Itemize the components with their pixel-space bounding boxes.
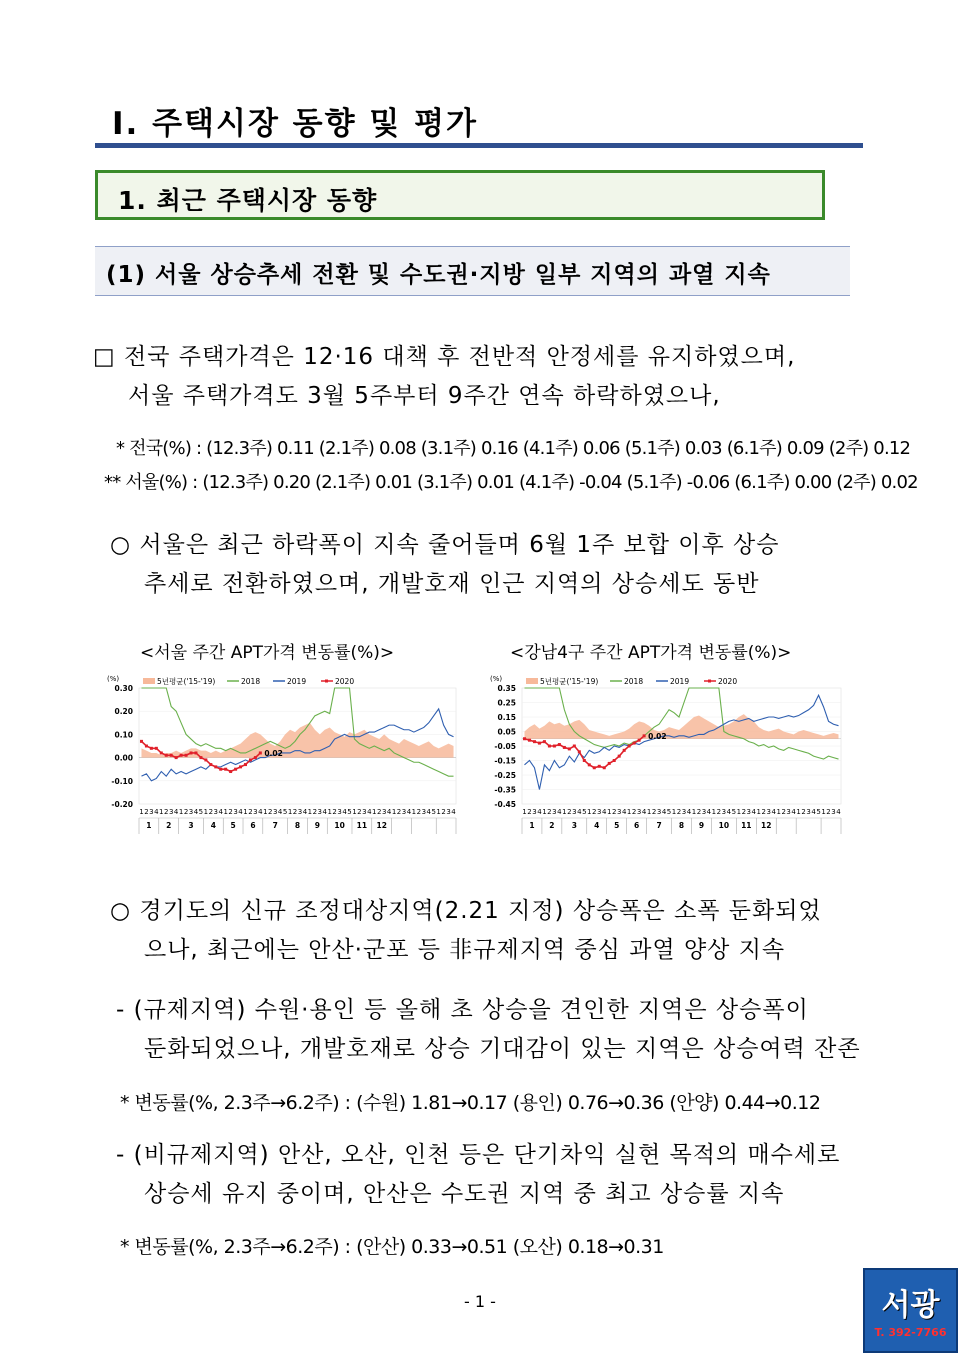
legend-label: 2020: [335, 677, 355, 686]
series-2020-point: [209, 763, 212, 766]
series-2020-point: [155, 747, 158, 750]
series-2020-point: [194, 751, 197, 754]
annotation-label: 0.02: [264, 748, 283, 758]
x-month-label: 12: [761, 821, 772, 830]
x-week-label: 5: [347, 808, 352, 816]
x-week-label: 4: [706, 808, 712, 816]
x-week-label: 3: [362, 808, 367, 816]
x-month-label: 11: [356, 821, 368, 830]
x-week-label: 4: [154, 808, 159, 816]
annotation-label: 0.02: [648, 731, 667, 741]
series-2020-point: [214, 765, 217, 768]
x-month-label: 4: [210, 821, 216, 830]
x-week-label: 3: [831, 808, 836, 816]
x-week-label: 4: [791, 808, 796, 816]
legend-swatch-marker: [325, 680, 328, 683]
x-month-label: 7: [656, 821, 662, 830]
note-unregulated: * 변동률(%, 2.3주→6.2주) : (안산) 0.33→0.51 (오산) 0.18→0.31: [120, 1236, 664, 1258]
y-tick-label: -0.45: [494, 800, 516, 809]
bullet2-line1: ○ 서울은 최근 하락폭이 지속 줄어들며 6월 1주 보합 이후 상승: [110, 532, 780, 558]
y-tick-label: -0.05: [494, 742, 516, 751]
legend-swatch: [526, 678, 538, 684]
x-month-label: 5: [614, 821, 620, 830]
x-month-label: 12: [376, 821, 387, 830]
x-week-label: 1: [139, 808, 144, 816]
series-2020-point: [249, 758, 252, 761]
x-week-label: 2: [268, 808, 273, 816]
y-tick-label: 0.20: [114, 707, 133, 717]
x-week-label: 4: [751, 808, 757, 816]
x-week-label: 4: [641, 808, 647, 816]
seoul-apt-chart: [105, 672, 460, 840]
dash2-line2: 상승세 유지 중이며, 안산은 수도권 지역 중 최고 상승률 지속: [144, 1181, 785, 1207]
y-tick-label: 0.25: [497, 698, 516, 708]
series-2020-point: [533, 740, 536, 743]
x-week-label: 1: [626, 808, 632, 816]
note-national: * 전국(%) : (12.3주) 0.11 (2.1주) 0.08 (3.1주) 0.16 (4.1주) 0.06 (5.1주) 0.03 (6.1주) 0.09 (2주) 0.12: [116, 438, 911, 459]
bullet1-line1: □ 전국 주택가격은 12·16 대책 후 전반적 안정세를 유지하였으며,: [93, 344, 796, 370]
dash1-line1: - (규제지역) 수원·용인 등 올해 초 상승을 견인한 지역은 상승폭이: [116, 997, 809, 1023]
x-week-label: 4: [621, 808, 627, 816]
series-2020-point: [553, 745, 556, 748]
x-week-label: 4: [258, 808, 263, 816]
legend-label: 2020: [718, 677, 738, 686]
chart-title-seoul: <서울 주간 APT가격 변동률(%)>: [140, 643, 395, 663]
series-2020-point: [548, 745, 551, 748]
x-week-label: 2: [547, 808, 552, 816]
x-week-label: 1: [243, 808, 248, 816]
x-week-label: 1: [756, 808, 761, 816]
series-2020-point: [523, 737, 526, 740]
x-week-label: 1: [542, 808, 547, 816]
x-week-label: 3: [317, 808, 323, 816]
y-tick-label: 0.05: [497, 727, 516, 737]
x-week-label: 2: [826, 808, 831, 816]
x-week-label: 4: [302, 808, 308, 816]
x-week-label: 1: [606, 808, 612, 816]
series-2020-point: [185, 754, 188, 757]
legend-label: 2018: [624, 677, 644, 686]
x-week-label: 3: [272, 808, 278, 816]
x-week-label: 2: [716, 808, 722, 816]
x-month-label: 2: [549, 821, 555, 830]
series-2020-point: [543, 740, 546, 743]
series-2020-point: [568, 747, 571, 750]
series-2020-point: [593, 766, 596, 769]
y-tick-label: -0.20: [111, 800, 133, 809]
x-month-label: 5: [230, 821, 236, 830]
x-week-label: 4: [193, 808, 199, 816]
y-tick-label: 0.35: [497, 684, 516, 693]
x-week-label: 2: [611, 808, 617, 816]
x-week-label: 5: [816, 808, 821, 816]
series-2020-point: [150, 747, 153, 750]
x-week-label: 2: [144, 808, 149, 816]
x-month-label: 7: [272, 821, 278, 830]
x-week-label: 4: [406, 808, 412, 816]
bullet1-line2: 서울 주택가격도 3월 5주부터 9주간 연속 하락하였으나,: [128, 383, 721, 409]
x-week-label: 3: [681, 808, 687, 816]
series-2020-point: [160, 751, 163, 754]
series-2020-point: [633, 742, 636, 745]
x-week-label: 1: [796, 808, 801, 816]
x-month-label: 3: [188, 821, 194, 830]
x-week-label: 4: [426, 808, 431, 816]
x-week-label: 3: [572, 808, 577, 816]
x-week-label: 4: [537, 808, 542, 816]
x-week-label: 1: [307, 808, 313, 816]
x-week-label: 3: [701, 808, 707, 816]
x-month-label: 2: [166, 821, 172, 830]
x-month-label: 4: [594, 821, 600, 830]
x-week-label: 4: [686, 808, 692, 816]
x-week-label: 3: [636, 808, 642, 816]
x-week-label: 3: [766, 808, 771, 816]
x-week-label: 3: [552, 808, 557, 816]
x-week-label: 2: [332, 808, 337, 816]
x-week-label: 4: [661, 808, 667, 816]
series-2020-point: [239, 765, 242, 768]
series-2020-point: [598, 765, 601, 768]
x-week-label: 1: [562, 808, 567, 816]
y-tick-label: 0.30: [114, 684, 133, 693]
bullet3-line2: 으나, 최근에는 안산·군포 등 非규제지역 중심 과열 양상 지속: [144, 937, 786, 963]
x-week-label: 4: [238, 808, 243, 816]
x-week-label: 3: [337, 808, 342, 816]
x-week-label: 5: [666, 808, 672, 816]
x-week-label: 1: [691, 808, 697, 816]
x-week-label: 3: [149, 808, 154, 816]
x-week-label: 3: [446, 808, 451, 816]
legend-label: 5년평균('15-'19): [157, 677, 216, 686]
x-week-label: 2: [357, 808, 362, 816]
x-week-label: 2: [676, 808, 682, 816]
series-2020-point: [224, 768, 227, 771]
x-week-label: 4: [836, 808, 841, 816]
x-week-label: 3: [188, 808, 194, 816]
x-week-label: 3: [401, 808, 407, 816]
logo-name: 서광: [881, 1288, 940, 1323]
x-week-label: 2: [651, 808, 657, 816]
x-week-label: 1: [776, 808, 781, 816]
y-unit-label: (%): [107, 675, 120, 683]
x-week-label: 3: [213, 808, 219, 816]
series-2020-point: [145, 745, 148, 748]
series-2020-point: [608, 762, 611, 765]
x-week-label: 1: [646, 808, 652, 816]
bullet3-line1: ○ 경기도의 신규 조정대상지역(2.21 지정) 상승폭은 소폭 둔화되었: [110, 898, 822, 924]
x-month-label: 6: [634, 821, 640, 830]
series-2020-point: [180, 754, 183, 757]
x-week-label: 1: [372, 808, 377, 816]
x-week-label: 4: [367, 808, 372, 816]
x-week-label: 2: [527, 808, 532, 816]
y-tick-label: 0.15: [497, 713, 516, 722]
x-week-label: 2: [183, 808, 189, 816]
legend-label: 5년평균('15-'19): [540, 677, 599, 686]
x-week-label: 4: [342, 808, 347, 816]
series-2020-point: [573, 745, 576, 748]
series-2020-point: [165, 754, 168, 757]
x-week-label: 4: [602, 808, 607, 816]
series-2020-point: [563, 746, 566, 749]
series-2020-point: [259, 751, 262, 754]
series-2020-point: [234, 768, 237, 771]
series-2020-point: [628, 745, 631, 748]
x-week-label: 4: [386, 808, 392, 816]
x-week-label: 2: [416, 808, 422, 816]
x-week-label: 1: [287, 808, 293, 816]
series-2020-point: [175, 756, 178, 759]
x-week-label: 3: [297, 808, 303, 816]
dash2-line1: - (비규제지역) 안산, 오산, 인천 등은 단기차익 실현 목적의 매수세로: [116, 1142, 841, 1168]
x-week-label: 2: [696, 808, 702, 816]
y-unit-label: (%): [490, 675, 503, 683]
x-month-label: 9: [698, 821, 705, 830]
x-week-label: 3: [168, 808, 174, 816]
series-2020-point: [588, 763, 591, 766]
series-2020-point: [528, 739, 531, 742]
section-heading: 1. 최근 주택시장 동향: [118, 186, 378, 215]
series-2020-point: [643, 734, 646, 737]
legend-label: 2019: [287, 677, 307, 686]
x-month-label: 8: [678, 821, 685, 830]
x-week-label: 1: [352, 808, 357, 816]
x-week-label: 1: [671, 808, 677, 816]
x-week-label: 3: [746, 808, 752, 816]
x-week-label: 3: [616, 808, 622, 816]
x-week-label: 1: [159, 808, 164, 816]
page-number: - 1 -: [464, 1292, 496, 1311]
dash1-line2: 둔화되었으나, 개발호재로 상승 기대감이 있는 지역은 상승여력 잔존: [144, 1036, 861, 1062]
series-2020-point: [603, 766, 606, 769]
x-week-label: 3: [786, 808, 791, 816]
x-week-label: 2: [396, 808, 402, 816]
x-week-label: 3: [421, 808, 427, 816]
subsection-heading: (1) 서울 상승추세 전환 및 수도권·지방 일부 지역의 과열 지속: [106, 262, 771, 288]
legend-swatch-marker: [708, 680, 711, 683]
x-month-label: 1: [529, 821, 535, 830]
series-2020-point: [613, 759, 616, 762]
series-2020-point: [618, 755, 621, 758]
series-2020-point: [170, 754, 173, 757]
x-week-label: 2: [164, 808, 169, 816]
series-2020-point: [254, 756, 257, 759]
x-week-label: 3: [721, 808, 727, 816]
x-month-label: 6: [250, 821, 256, 830]
x-week-label: 1: [223, 808, 228, 816]
series-2020-point: [583, 759, 586, 762]
series-2020-point: [244, 763, 247, 766]
y-tick-label: -0.25: [494, 771, 516, 780]
x-week-label: 2: [567, 808, 572, 816]
y-tick-label: -0.10: [111, 776, 133, 786]
x-week-label: 1: [327, 808, 332, 816]
x-month-label: 3: [571, 821, 577, 830]
x-week-label: 4: [173, 808, 179, 816]
x-week-label: 4: [277, 808, 283, 816]
series-2020-point: [578, 750, 581, 753]
x-week-label: 5: [431, 808, 436, 816]
x-week-label: 2: [592, 808, 597, 816]
x-week-label: 1: [522, 808, 527, 816]
series-2020-point: [229, 770, 232, 773]
x-week-label: 2: [228, 808, 233, 816]
y-tick-label: 0.00: [114, 753, 133, 763]
x-week-label: 5: [198, 808, 204, 816]
x-week-label: 1: [391, 808, 397, 816]
x-week-label: 1: [821, 808, 826, 816]
legend-label: 2019: [670, 677, 690, 686]
y-tick-label: -0.15: [494, 756, 516, 766]
x-week-label: 2: [741, 808, 747, 816]
x-week-label: 2: [441, 808, 446, 816]
x-week-label: 3: [532, 808, 537, 816]
x-week-label: 4: [577, 808, 582, 816]
logo-tel: T. 392-7766: [874, 1326, 947, 1339]
x-month-label: 11: [741, 821, 752, 830]
x-month-label: 10: [334, 821, 345, 830]
x-week-label: 4: [811, 808, 816, 816]
series-2020-point: [623, 749, 626, 752]
x-week-label: 4: [726, 808, 732, 816]
page-title: Ⅰ. 주택시장 동향 및 평가: [112, 106, 478, 142]
x-week-label: 1: [263, 808, 268, 816]
x-week-label: 5: [582, 808, 587, 816]
x-week-label: 5: [731, 808, 737, 816]
x-week-label: 2: [761, 808, 766, 816]
series-2020-point: [538, 742, 541, 745]
series-2020-point: [638, 739, 641, 742]
x-week-label: 3: [656, 808, 662, 816]
x-week-label: 2: [292, 808, 298, 816]
x-week-label: 2: [631, 808, 637, 816]
gangnam-apt-chart: [488, 672, 845, 840]
x-week-label: 2: [376, 808, 382, 816]
x-week-label: 2: [312, 808, 318, 816]
legend-label: 2018: [241, 677, 261, 686]
x-week-label: 2: [781, 808, 786, 816]
legend-swatch: [143, 678, 155, 684]
y-tick-label: -0.35: [494, 785, 516, 795]
x-week-label: 3: [253, 808, 258, 816]
x-week-label: 3: [806, 808, 811, 816]
company-logo: [863, 1268, 958, 1353]
x-week-label: 5: [282, 808, 288, 816]
x-week-label: 1: [587, 808, 592, 816]
chart-title-gangnam: <강남4구 주간 APT가격 변동률(%)>: [510, 643, 792, 663]
y-tick-label: 0.10: [114, 730, 133, 740]
x-week-label: 1: [203, 808, 209, 816]
title-underline: [95, 143, 863, 148]
series-2020-point: [140, 740, 143, 743]
note-regulated: * 변동률(%, 2.3주→6.2주) : (수원) 1.81→0.17 (용인) 0.76→0.36 (안양) 0.44→0.12: [120, 1092, 821, 1114]
series-2020-point: [219, 768, 222, 771]
x-week-label: 2: [248, 808, 253, 816]
x-week-label: 1: [411, 808, 417, 816]
x-week-label: 4: [451, 808, 456, 816]
note-seoul: ** 서울(%) : (12.3주) 0.20 (2.1주) 0.01 (3.1주) 0.01 (4.1주) -0.04 (5.1주) -0.06 (6.1주) 0.00 (2주) 0.02: [104, 472, 918, 493]
series-2020-point: [558, 743, 561, 746]
x-week-label: 1: [736, 808, 742, 816]
x-month-label: 9: [314, 821, 320, 830]
x-week-label: 4: [322, 808, 327, 816]
x-week-label: 3: [233, 808, 238, 816]
x-week-label: 3: [597, 808, 602, 816]
x-month-label: 10: [718, 821, 730, 830]
x-week-label: 2: [208, 808, 214, 816]
series-2020-point: [199, 756, 202, 759]
x-month-label: 8: [294, 821, 301, 830]
series-2020-point: [204, 758, 207, 761]
x-month-label: 1: [146, 821, 152, 830]
x-week-label: 2: [801, 808, 806, 816]
x-week-label: 1: [711, 808, 717, 816]
x-week-label: 4: [218, 808, 223, 816]
x-week-label: 4: [771, 808, 776, 816]
x-week-label: 3: [381, 808, 387, 816]
x-week-label: 1: [178, 808, 184, 816]
bullet2-line2: 추세로 전환하였으며, 개발호재 인근 지역의 상승세도 동반: [144, 571, 760, 597]
x-week-label: 4: [557, 808, 562, 816]
x-week-label: 1: [436, 808, 441, 816]
series-2020-point: [190, 751, 193, 754]
